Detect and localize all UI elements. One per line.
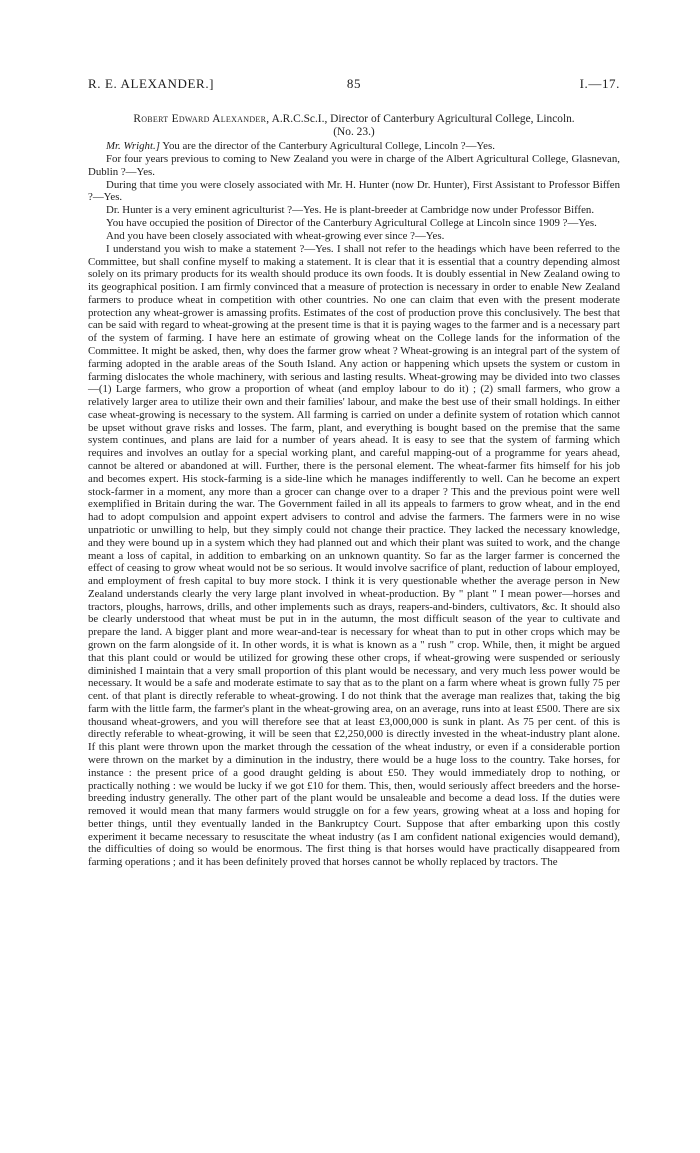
header-witness-name: R. E. ALEXANDER.] — [88, 76, 215, 91]
witness-heading — [88, 113, 620, 139]
witness-name: Robert Edward Alexander, — [133, 113, 270, 125]
paragraph — [88, 140, 620, 153]
paragraph: Dr. Hunter is a very eminent agriculturist ?—Yes. He is plant-breeder at Cambridge now under Professor Biffen. — [106, 204, 595, 217]
page-number: 85 — [346, 76, 362, 91]
document-body — [88, 140, 620, 869]
paragraph-text: You are the director of the Canterbury Agricultural College, Lincoln ?—Yes. — [159, 140, 495, 152]
witness-name-line — [88, 113, 620, 126]
speaker-label: Mr. Wright.] — [106, 140, 160, 152]
paragraph: During that time you were closely associated with Mr. H. Hunter (now Dr. Hunter), First Assistant to Professor Biffen ?—Yes. — [88, 178, 620, 204]
statement-paragraph: I understand you wish to make a statement ?—Yes. I shall not refer to the headings which have been referred to the Committee, but shall confine myself to making a statement. It is clear that it is essential that a country depending almost solely on its primary products for its wealth should produce its own foods. It is doubly essential in New Zealand owing to its geographical position. I am firmly convinced that a measure of protection is necessary in order to enable New Zealand farmers to produce wheat in competition with other countries. No one can claim that even with the present moderate protection any wheat-grower is amassing profits. Estimates of the cost of production prove this conclusively. The best that can be said with regard to wheat-growing at the present time is that it is paying wages to the farmer and is a necessary part of the system of farming. I have here an estimate of growing wheat on the College lands for the information of the Committee. It might be asked, then, why does the farmer grow wheat ? Wheat-growing is an integral part of the system of farming adopted in the arable areas of the South Island. Any action or happening which upsets the system or custom in farming dislocates the whole machinery, with serious and lasting results. Wheat-growing may be divided into two classes—(1) Large farmers, who grow a proportion of wheat (and employ labour to do it) ; (2) small farmers, who grow a relatively larger area to utilize their own and their families' labour, and make the best use of their small holdings. In either case wheat-growing is necessary to the system. All farming is carried on under a definite system of rotation which cannot be upset without grave risks and losses. The farm, plant, and everything is bought based on the premise that the same system continues, and plans are laid for a number of years ahead. It is easy to see that the system of farming which requires and involves an outlay for a special working plant, and careful mapping-out of a programme for years ahead, cannot be altered or abandoned at will. Further, there is the personal element. The wheat-farmer fits himself for his job and becomes expert. His stock-farming is a side-line which he manages indifferently to well. Can he become an expert stock-farmer in a moment, any more than a grocer can change over to a draper ? This and the previous point were well exemplified in Britain during the war. The Government failed in all its appeals to farmers to grow wheat, and in the end had to adopt compulsion and appoint expert advisers to control and advise the farmers. The farmers were in no wise unpatriotic or unwilling to help, but they simply could not change their practice. They lacked the necessary knowledge, and they were bound up in a system which they had planned out and which their plant was suited to work, and the change meant a loss of capital, in addition to embarking on an unknown quantity. So far as the larger farmer is concerned the effect of ceasing to grow wheat would not be so serious. It would involve sacrifice of plant, reduction of labour employed, and employment of fresh capital to buy more stock. I think it is very questionable whether the average person in New Zealand understands clearly the very large plant involved in wheat-production. By " plant " I mean power—horses and tractors, ploughs, harrows, drills, and other implements such as drays, reapers-and-binders, cultivators, &c. It should also be clearly understood that wheat must be put in in the autumn, the most difficult season of the year to cultivate and prepare the land. A bigger plant and more wear-and-tear is necessary for wheat than to put in other crops which may be grown on the farm alongside of it. In other words, it is what is known as a " rush " crop. While, then, it might be argued that this plant could or would be utilized for growing these other crops, if wheat-growing were suspended or seriously diminished I maintain that a very small proportion of this plant would be necessary, and very much less power would be necessary. It would be a safe and moderate estimate to say that as to the plant on a farm where wheat is grown fully 75 per cent. of that plant is directly referable to wheat-growing. I do not think that the average man realizes that, taking the big farm with the little farm, the farmer's plant in the wheat-growing area, on an average, runs into at least £500. There are six thousand wheat-growers, and you will therefore see that at least £3,000,000 is sunk in plant. As 75 per cent. of this is directly referable to wheat-growing, it will be seen that £2,250,000 is directly invested in the wheat-industry plant alone. If this plant were thrown upon the market through the cessation of the wheat industry, or even if a considerable portion were thrown on the market by a diminution in the industry, there would be a huge loss to the country. Take horses, for instance : the present price of a good draught gelding is about £50. They would immediately drop to nothing, or practically nothing : we would be lucky if we got £10 for them. This, then, would seriously affect breeders and the horse-breeding industry generally. The other part of the plant would be unsaleable and become a dead loss. If the duties were removed it would mean that many farmers would struggle on for a few years, growing wheat at a loss and hoping for better things, until they eventually landed in the Bankruptcy Court. Suppose that after embarking upon this costly experiment it became necessary to resuscitate the wheat industry (as I am confident national exigencies would demand), the difficulties of doing so would be enormous. The first thing is that horses would have practically disappeared from farming operations ; and it has been definitely proved that horses cannot be wholly replaced by tractors. The — [88, 242, 620, 869]
running-header — [88, 76, 620, 94]
witness-number: (No. 23.) — [333, 126, 375, 138]
witness-description: A.R.C.Sc.I., Director of Canterbury Agricultural College, Lincoln. — [269, 113, 575, 125]
paragraph: For four years previous to coming to New Zealand you were in charge of the Albert Agricultural College, Glasnevan, Dublin ?—Yes. — [88, 152, 620, 178]
paragraph: You have occupied the position of Director of the Canterbury Agricultural College at Lincoln since 1909 ?—Yes. — [106, 217, 597, 230]
header-document-reference: I.—17. — [579, 76, 620, 91]
paragraph: And you have been closely associated with wheat-growing ever since ?—Yes. — [106, 229, 445, 242]
